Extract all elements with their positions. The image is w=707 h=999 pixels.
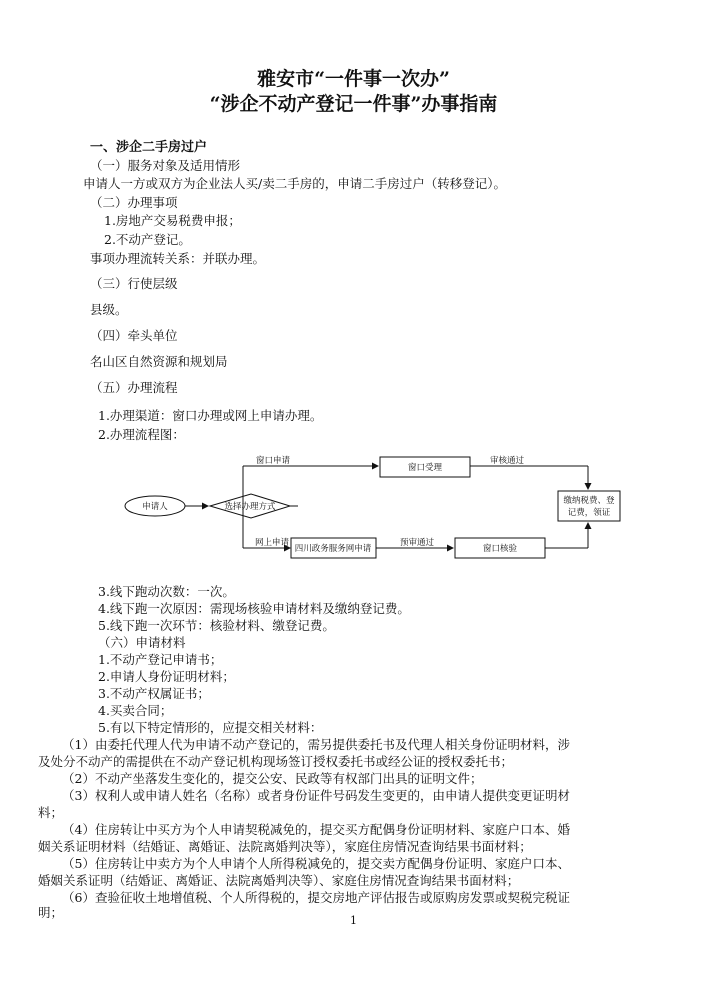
window-accept-label: 窗口受理 (407, 463, 443, 473)
process-flowchart (118, 455, 615, 565)
subheading-level: （三）行使层级 (90, 276, 178, 291)
review-pass-label: 审核通过 (490, 456, 525, 466)
subheading-items: （二）办理事项 (90, 195, 178, 210)
material-3: 3.不动产权属证书； (98, 686, 210, 701)
case-5-line1: （5）住房转让中卖方为个人申请个人所得税减免的，提交卖方配偶身份证明、家庭户口本、 (62, 856, 570, 871)
subheading-materials: （六）申请材料 (98, 635, 186, 650)
doc-title-line1: 雅安市“一件事一次办” (257, 68, 450, 90)
case-1-line1: （1）由委托代理人代为申请不动产登记的，需另提供委托书及代理人相关身份证明材料，涉 (62, 737, 570, 752)
subheading-lead-unit: （四）牵头单位 (90, 328, 178, 343)
offline-step: 5.线下跑一次环节：核验材料、缴登记费。 (98, 618, 335, 633)
process-chart-label: 2.办理流程图： (98, 427, 185, 442)
material-4: 4.买卖合同； (98, 703, 173, 718)
case-1-line2: 及处分不动产的需提供在不动产登记机构现场签订授权委托书或经公证的授权委托书； (38, 754, 514, 769)
service-scope-text: 申请人一方或双方为企业法人买/卖二手房的，申请二手房过户（转移登记）。 (83, 176, 506, 191)
material-2: 2.申请人身份证明材料； (98, 669, 235, 684)
window-verify-label: 窗口核验 (482, 544, 518, 554)
subheading-process: （五）办理流程 (90, 380, 178, 395)
level-text: 县级。 (90, 302, 128, 317)
case-4-line1: （4）住房转让中买方为个人申请契税减免的，提交买方配偶身份证明材料、家庭户口本、婚 (62, 822, 570, 837)
applicant-label: 申请人 (142, 502, 168, 512)
case-5-line2: 婚姻关系证明（结婚证、离婚证、法院离婚判决等）、家庭住房情况查询结果书面材料； (38, 873, 520, 888)
material-1: 1.不动产登记申请书； (98, 652, 223, 667)
case-3-line2: 料； (38, 805, 64, 820)
case-6-line2: 明； (38, 905, 64, 920)
pay-label-1: 缴纳税费、登 (563, 496, 615, 506)
case-4-line2: 姻关系证明材料（结婚证、离婚证、法院离婚判决等），家庭住房情况查询结果书面材料； (38, 839, 532, 854)
window-apply-label: 窗口申请 (256, 456, 291, 466)
offline-trips: 3.线下跑动次数：一次。 (98, 584, 235, 599)
case-6-line1: （6）查验征收土地增值税、个人所得税的，提交房地产评估报告或原购房发票或契税完税证 (62, 890, 570, 905)
page-number: 1 (350, 914, 357, 927)
online-apply-label: 网上申请 (255, 538, 290, 548)
process-channel: 1.办理渠道：窗口办理或网上申请办理。 (98, 408, 323, 423)
case-3-line1: （3）权利人或申请人姓名（名称）或者身份证件号码发生变更的，由申请人提供变更证明材 (62, 788, 570, 803)
choose-label: 选择办理方式 (224, 502, 276, 512)
item-2: 2.不动产登记。 (104, 232, 191, 247)
subheading-service-scope: （一）服务对象及适用情形 (90, 158, 241, 173)
doc-title-line2: “涉企不动产登记一件事”办事指南 (209, 93, 498, 115)
item-1: 1.房地产交易税费申报； (104, 213, 241, 228)
case-2: （2）不动产坐落发生变化的，提交公安、民政等有权部门出具的证明文件； (62, 771, 483, 786)
sc-portal-label: 四川政务服务网申请 (294, 544, 372, 554)
section-heading: 一、涉企二手房过户 (90, 140, 208, 155)
precheck-pass-label: 预审通过 (400, 538, 435, 548)
offline-reason: 4.线下跑一次原因：需现场核验申请材料及缴纳登记费。 (98, 601, 410, 616)
flow-relation: 事项办理流转关系：并联办理。 (90, 251, 266, 266)
pay-label-2: 记费，领证 (567, 508, 611, 518)
lead-unit-text: 名山区自然资源和规划局 (90, 354, 228, 369)
material-5: 5.有以下特定情形的，应提交相关材料： (98, 720, 323, 735)
